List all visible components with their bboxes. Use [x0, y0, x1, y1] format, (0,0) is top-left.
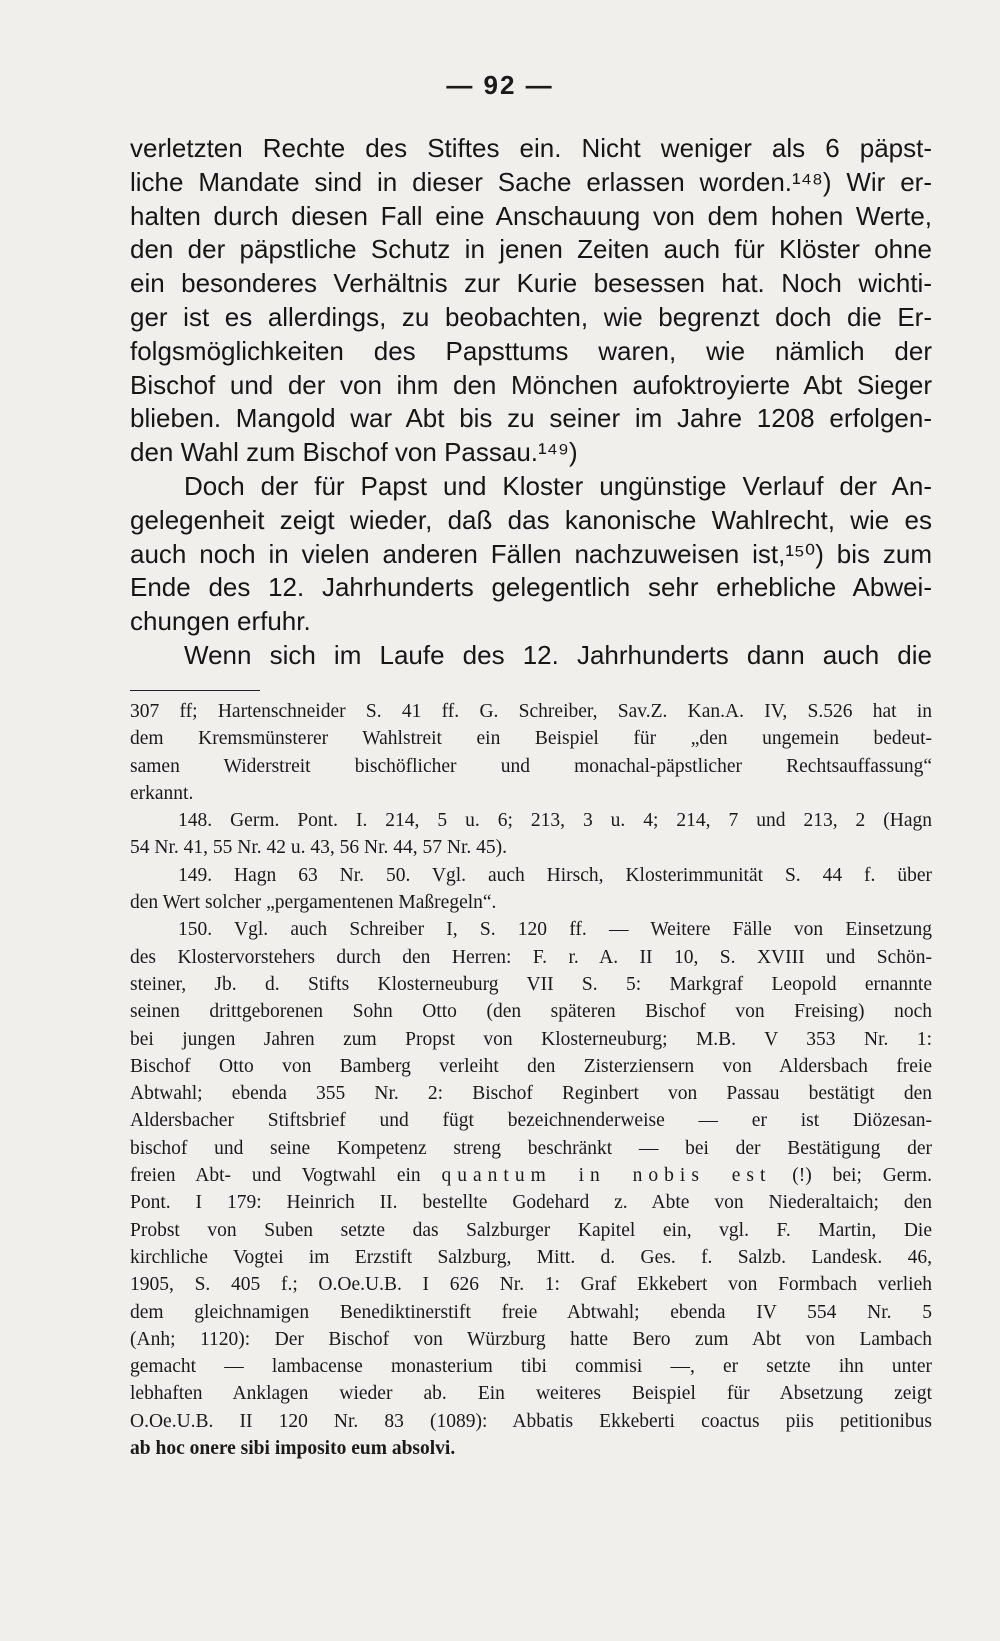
footnote-line: gemacht — lambacense monasterium tibi commisi —, er setzte ihn unter [130, 1356, 932, 1378]
main-text [130, 132, 932, 673]
footnote-line: Aldersbacher Stiftsbrief und fügt bezeichnenderweise — er ist Diözesan- [130, 1110, 932, 1132]
footnote-line: 307 ff; Hartenschneider S. 41 ff. G. Schreiber, Sav.Z. Kan.A. IV, S.526 hat in [130, 701, 932, 722]
page-number: — 92 — [446, 70, 554, 100]
main-text-line: ein besonderes Verhältnis zur Kurie besessen hat. Noch wichti- [130, 268, 932, 299]
main-text-line: liche Mandate sind in dieser Sache erlassen worden.¹⁴⁸) Wir er- [130, 166, 932, 197]
footnote-line: erkannt. [130, 782, 194, 804]
footnote-148: 148. Germ. Pont. I. 214, 5 u. 6; 213, 3 u. 4; 214, 7 und 213, 2 (Hagn [178, 810, 932, 832]
footnote-149: 149. Hagn 63 Nr. 50. Vgl. auch Hirsch, Klosterimmunität S. 44 f. über [178, 864, 932, 886]
footnote-line: seinen drittgeborenen Sohn Otto (den späteren Bischof von Freising) noch [130, 1001, 932, 1023]
main-text-line: ger ist es allerdings, zu beobachten, wie begrenzt doch die Er- [130, 301, 932, 332]
main-text-line: gelegenheit zeigt wieder, daß das kanonische Wahlrecht, wie es [130, 504, 932, 535]
main-text-line: Bischof und der von ihm den Mönchen aufoktroyierte Abt Sieger [130, 369, 932, 400]
footnote-line: des Klostervorstehers durch den Herren: F. r. A. II 10, S. XVIII und Schön- [130, 946, 932, 968]
footnote-line: 54 Nr. 41, 55 Nr. 42 u. 43, 56 Nr. 44, 57 Nr. 45). [130, 837, 507, 859]
footnote-line-tail: (!) bei; Germ. [771, 1165, 932, 1187]
footnote-line: samen Widerstreit bischöflicher und monachal-päpstlicher Rechtsauffassung“ [130, 755, 932, 777]
main-text-line: halten durch diesen Fall eine Anschauung von dem hohen Werte, [130, 200, 932, 231]
footnote-line: dem gleichnamigen Benediktinerstift freie Abtwahl; ebenda IV 554 Nr. 5 [130, 1301, 932, 1323]
spaced-phrase: quantum in nobis est [441, 1165, 772, 1187]
footnote-line: dem Kremsmünsterer Wahlstreit ein Beispiel für „den ungemein bedeut- [130, 728, 932, 750]
footnotes [130, 698, 932, 1462]
main-text-line: den Wahl zum Bischof von Passau.¹⁴⁹) [130, 437, 578, 468]
footnote-line: 1905, S. 405 f.; O.Oe.U.B. I 626 Nr. 1: Graf Ekkebert von Formbach verlieh [130, 1274, 932, 1296]
footnote-line-spaced [130, 1162, 932, 1189]
main-text-line: Wenn sich im Laufe des 12. Jahrhunderts dann auch die [184, 639, 932, 670]
footnote-line-start: freien Abt- und Vogtwahl ein [130, 1165, 442, 1187]
footnote-line: lebhaften Anklagen wieder ab. Ein weiteres Beispiel für Absetzung zeigt [130, 1383, 932, 1405]
footnote-line: O.Oe.U.B. II 120 Nr. 83 (1089): Abbatis Ekkeberti coactus piis petitionibus [130, 1410, 932, 1432]
footnote-line: Bischof Otto von Bamberg verleiht den Zisterziensern von Aldersbach freie [130, 1055, 932, 1077]
main-text-line: Doch der für Papst und Kloster ungünstige Verlauf der An- [184, 470, 932, 501]
main-text-line: den der päpstliche Schutz in jenen Zeiten auch für Klöster ohne [130, 234, 932, 265]
main-text-line: Ende des 12. Jahrhunderts gelegentlich sehr erhebliche Abwei- [130, 572, 932, 603]
footnote-line: Abtwahl; ebenda 355 Nr. 2: Bischof Reginbert von Passau bestätigt den [130, 1083, 932, 1105]
footnote-line: Pont. I 179: Heinrich II. bestellte Godehard z. Abte von Niederaltaich; den [130, 1192, 932, 1214]
footnote-150: 150. Vgl. auch Schreiber I, S. 120 ff. — Weitere Fälle von Einsetzung [178, 919, 932, 941]
footnote-line: Probst von Suben setzte das Salzburger Kapitel ein, vgl. F. Martin, Die [130, 1219, 932, 1241]
footnote-line: steiner, Jb. d. Stifts Klosterneuburg VII S. 5: Markgraf Leopold ernannte [130, 973, 932, 995]
main-text-line: blieben. Mangold war Abt bis zu seiner im Jahre 1208 erfolgen- [130, 403, 932, 434]
footnote-line: den Wert solcher „pergamentenen Maßregeln“. [130, 892, 497, 914]
footnote-line: bei jungen Jahren zum Propst von Klosterneuburg; M.B. V 353 Nr. 1: [130, 1028, 932, 1050]
main-text-line: chungen erfuhr. [130, 606, 311, 637]
footnote-line: bischof und seine Kompetenz streng beschränkt — bei der Bestätigung der [130, 1137, 932, 1159]
main-text-line: folgsmöglichkeiten des Papsttums waren, wie nämlich der [130, 335, 932, 366]
main-text-line: auch noch in vielen anderen Fällen nachzuweisen ist,¹⁵⁰) bis zum [130, 538, 932, 569]
footnote-line: ab hoc onere sibi imposito eum absolvi. [130, 1438, 456, 1460]
footnote-divider [130, 690, 260, 691]
footnote-line: kirchliche Vogtei im Erzstift Salzburg, Mitt. d. Ges. f. Salzb. Landesk. 46, [130, 1246, 932, 1268]
main-text-line: verletzten Rechte des Stiftes ein. Nicht weniger als 6 päpst- [130, 133, 932, 163]
footnote-line: (Anh; 1120): Der Bischof von Würzburg hatte Bero zum Abt von Lambach [130, 1328, 932, 1350]
